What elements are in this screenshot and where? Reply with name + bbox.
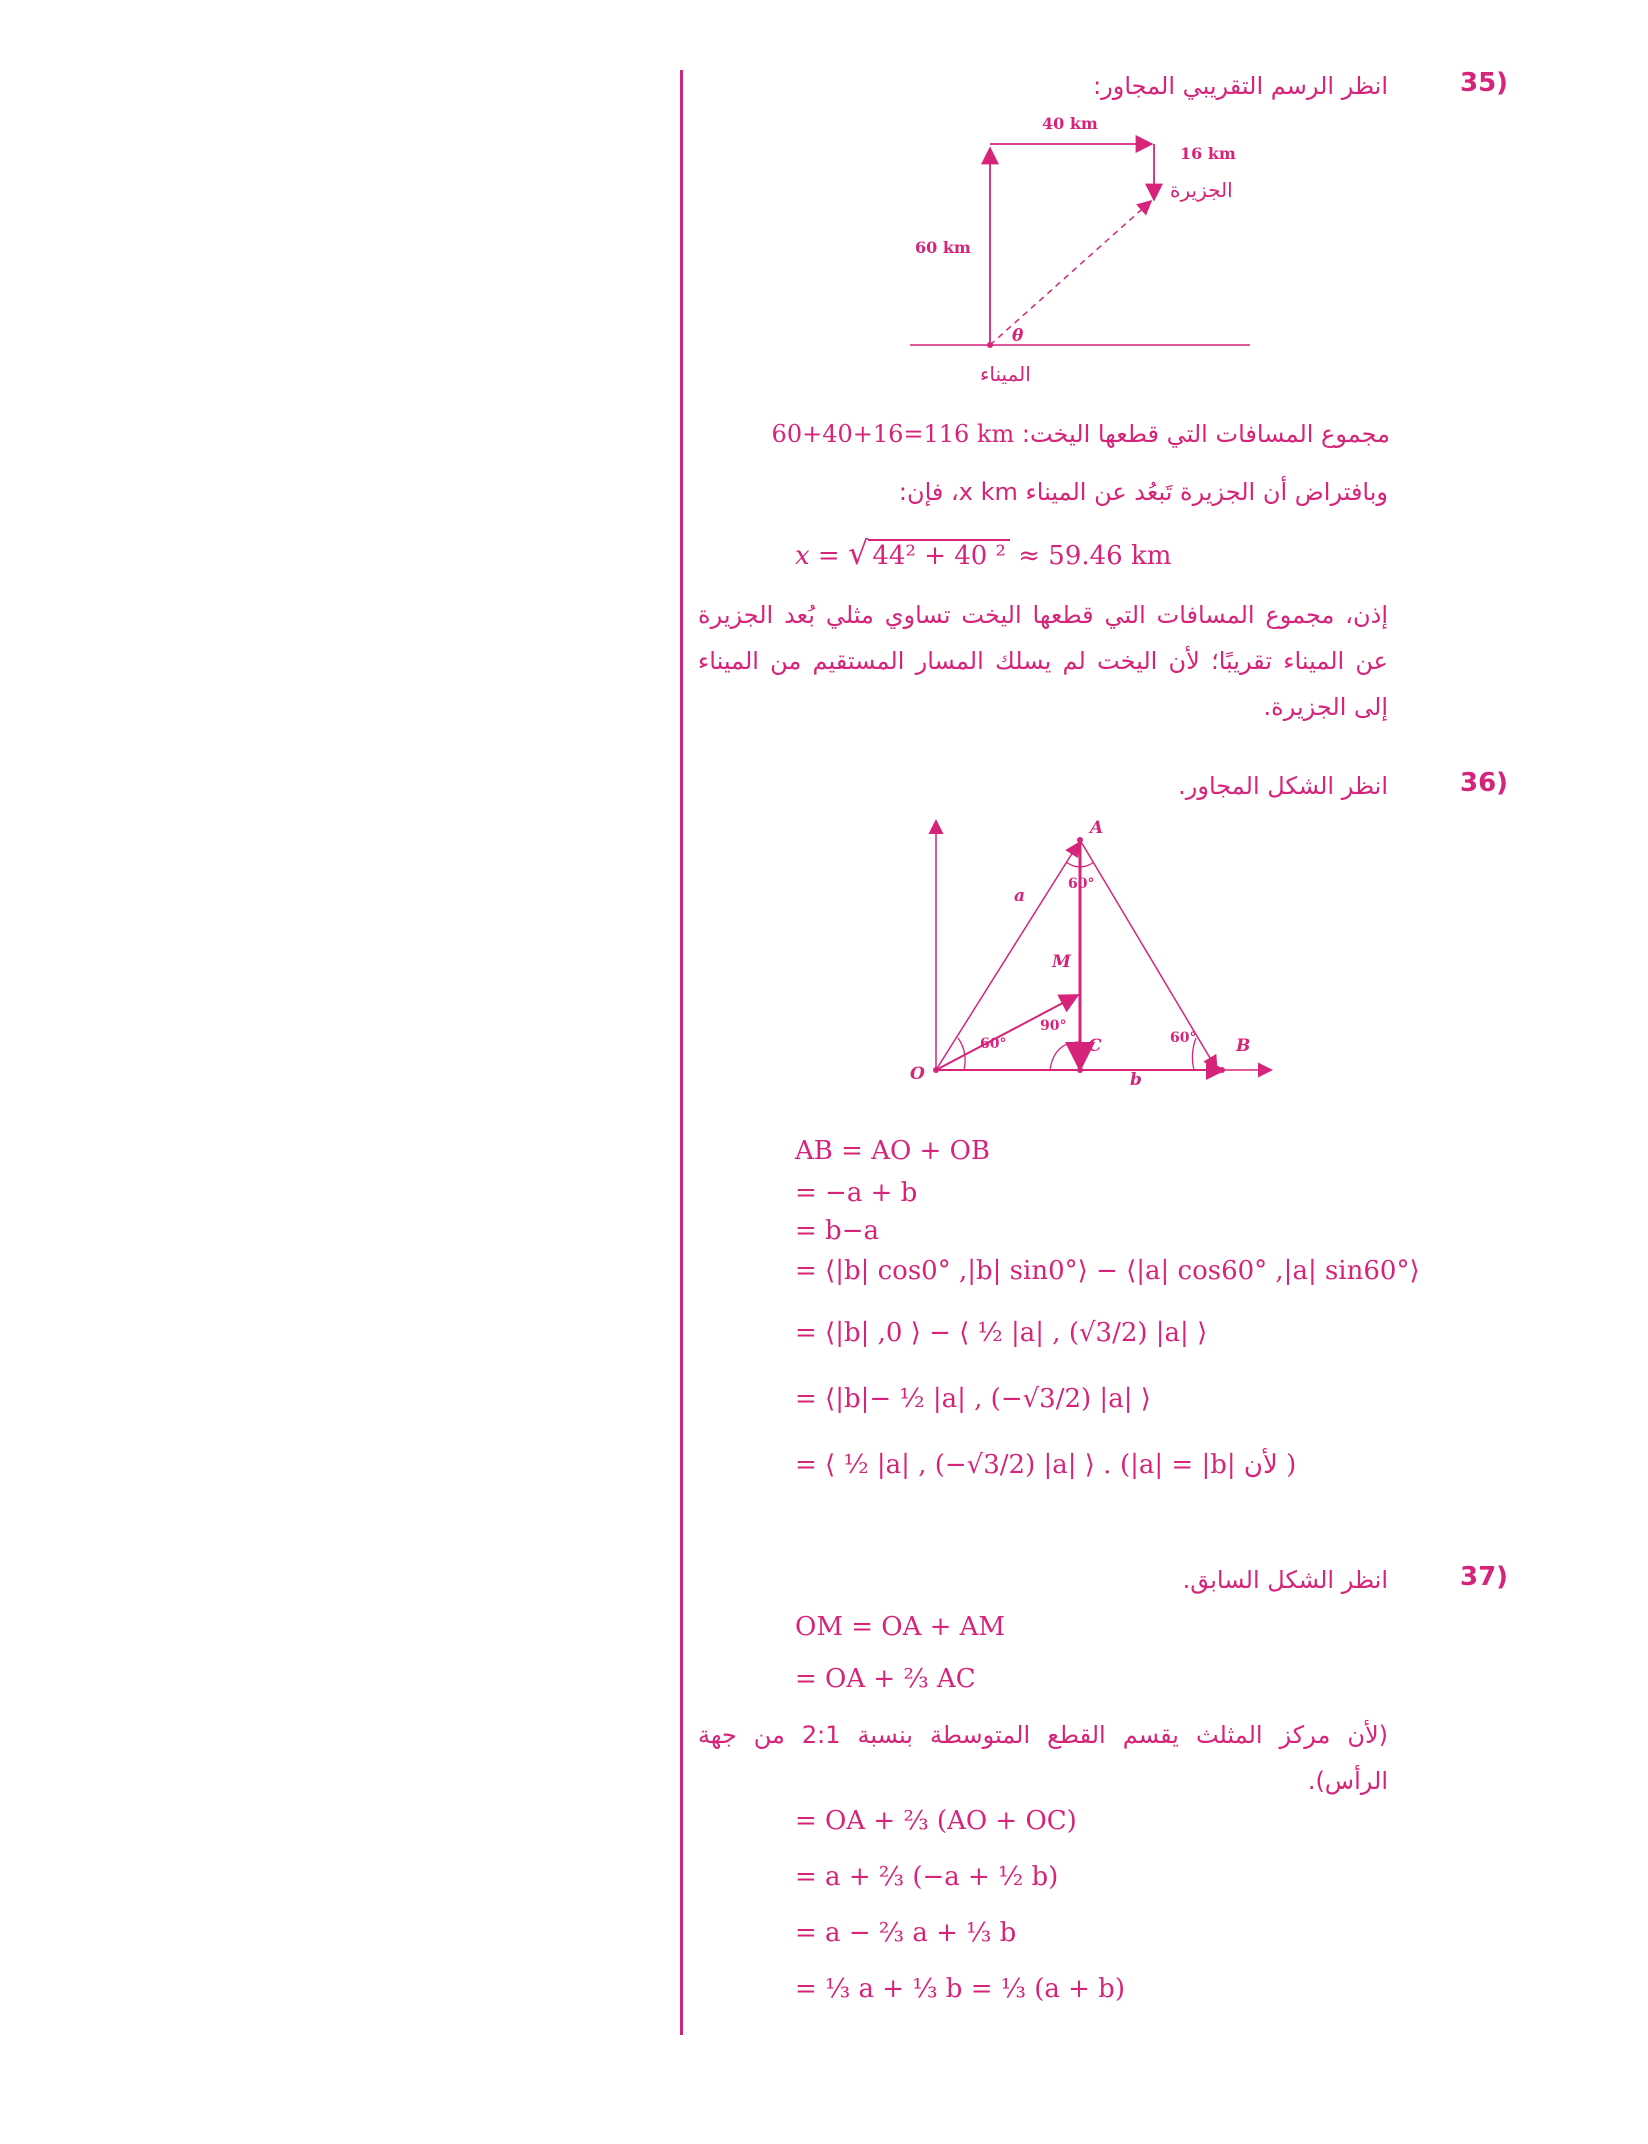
- q36-line-4: = ⟨|b| cos0° ,|b| sin0°⟩ − ⟨|a| cos60° ,|a| sin60°⟩: [795, 1256, 1420, 1286]
- q36-arc-O: [958, 1038, 965, 1070]
- q36-label-angle-O: 60°: [980, 1036, 1007, 1052]
- q36-label-A: A: [1090, 818, 1104, 838]
- q36-line-1: AB = AO + OB: [795, 1136, 991, 1166]
- q36-point-B: [1219, 1067, 1225, 1073]
- q35-sum-line: [772, 420, 1390, 448]
- q36-point-A: [1077, 837, 1083, 843]
- q36-line-7-note: (|a| = |b| لأن ): [1120, 1450, 1297, 1480]
- q37-line-6: = ⅓ a + ⅓ b = ⅓ (a + b): [795, 1974, 1125, 2004]
- q35-formula: [795, 534, 1171, 572]
- q36-label-B: B: [1236, 1036, 1251, 1056]
- q35-formula-rhs: ≈ 59.46 km: [1018, 541, 1172, 571]
- q36-point-O: [933, 1067, 939, 1073]
- q36-label-M: M: [1052, 952, 1071, 972]
- q37-line-2: = OA + ⅔ AC: [795, 1664, 976, 1694]
- question-number-35: 35): [1460, 68, 1509, 98]
- q36-point-C: [1077, 1067, 1083, 1073]
- q35-conclusion: إذن، مجموع المسافات التي قطعها اليخت تساوي مثلي بُعد الجزيرة عن الميناء تقريبًا؛ لأن اليخت لم يسلك المسار المستقيم من الميناء إلى الجزيرة.: [698, 601, 1388, 721]
- question-number-37: 37): [1460, 1562, 1509, 1592]
- q35-label-north: 60 km: [915, 238, 971, 257]
- q35-sum-value: 60+40+16=116 km: [771, 420, 1015, 448]
- q37-line-5: = a − ⅔ a + ⅓ b: [795, 1918, 1017, 1948]
- q36-arc-C: [1050, 1042, 1080, 1070]
- q36-label-b: b: [1130, 1070, 1142, 1090]
- q35-label-angle: θ: [1012, 326, 1024, 346]
- q36-label-angle-A: 60°: [1068, 876, 1095, 892]
- q36-figure: [900, 810, 1280, 1100]
- q36-line-6: = ⟨|b|− ½ |a| , (−√3/2) |a| ⟩: [795, 1384, 1151, 1414]
- q35-intro: انظر الرسم التقريبي المجاور:: [1093, 72, 1388, 100]
- q36-line-3: = b−a: [795, 1216, 879, 1246]
- q37-note: (لأن مركز المثلث يقسم القطع المتوسطة بنسبة 2:1 من جهة الرأس).: [698, 1721, 1388, 1795]
- sqrt-icon: √: [847, 534, 869, 572]
- question-number-36: 36): [1460, 768, 1509, 798]
- q35-label-south: 16 km: [1180, 144, 1236, 163]
- q35-label-east: 40 km: [1042, 114, 1098, 133]
- q37-line-3: = OA + ⅔ (AO + OC): [795, 1806, 1077, 1836]
- q36-label-angle-C: 90°: [1040, 1018, 1067, 1034]
- q35-assumption: وبافتراض أن الجزيرة تَبعُد عن الميناء x km، فإن:: [898, 478, 1388, 506]
- q35-label-port: الميناء: [980, 362, 1031, 386]
- q36-intro: انظر الشكل المجاور.: [1178, 772, 1388, 800]
- q36-line-2: = −a + b: [795, 1178, 918, 1208]
- q36-label-angle-B: 60°: [1170, 1030, 1197, 1046]
- q36-line-7: = ⟨ ½ |a| , (−√3/2) |a| ⟩ .: [795, 1450, 1112, 1480]
- q36-label-O: O: [910, 1064, 925, 1084]
- column-divider: [680, 70, 683, 2035]
- q37-intro: انظر الشكل السابق.: [1182, 1566, 1388, 1594]
- q35-sum-label: مجموع المسافات التي قطعها اليخت:: [1021, 420, 1390, 448]
- q37-line-1: OM = OA + AM: [795, 1612, 1006, 1642]
- q37-line-4: = a + ⅔ (−a + ½ b): [795, 1862, 1059, 1892]
- q35-port-point: [987, 342, 993, 348]
- q35-direct-path: [990, 202, 1150, 345]
- q36-line-5: = ⟨|b| ,0 ⟩ − ⟨ ½ |a| , (√3/2) |a| ⟩: [795, 1318, 1208, 1348]
- q35-formula-radicand: 44² + 40 ²: [868, 539, 1010, 571]
- q35-formula-lhs: x =: [795, 541, 840, 571]
- q36-label-a: a: [1014, 886, 1026, 906]
- q36-label-C: C: [1088, 1036, 1102, 1056]
- q35-label-island: الجزيرة: [1170, 178, 1233, 202]
